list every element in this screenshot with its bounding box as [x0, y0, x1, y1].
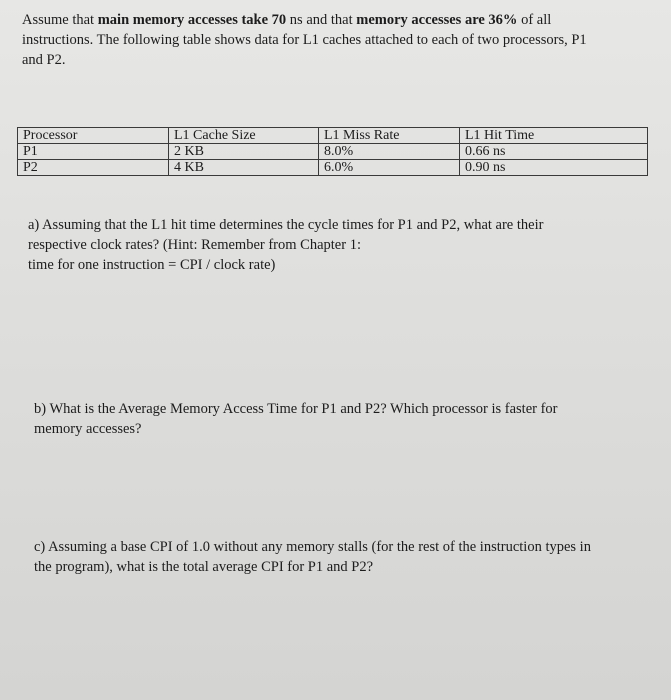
intro-line-1 [22, 10, 642, 30]
intro-bold-memory-accesses: memory accesses are 36% [356, 12, 518, 28]
intro-bold-main-memory: main memory accesses take 70 [97, 12, 287, 28]
intro-paragraph [22, 10, 642, 70]
question-c-line-1: c) Assuming a base CPI of 1.0 without any memory stalls (for the rest of the instruction types in [34, 539, 591, 555]
question-b-line-1: b) What is the Average Memory Access Time for P1 and P2? Which processor is faster for [34, 401, 558, 417]
table-cell: 4 KB [169, 160, 319, 176]
intro-line-2: instructions. The following table shows data for L1 caches attached to each of two processors, P1 [22, 32, 587, 48]
header-processor: Processor [18, 128, 169, 144]
intro-text: ns and that [289, 12, 353, 28]
intro-line-3: and P2. [22, 52, 66, 68]
table-row [18, 144, 648, 160]
table-cell: 2 KB [169, 144, 319, 160]
table-cell: 0.66 ns [460, 144, 648, 160]
header-hit-time: L1 Hit Time [460, 128, 648, 144]
cache-data-table [17, 127, 648, 176]
table-cell: P1 [18, 144, 169, 160]
question-c [34, 537, 634, 577]
table-cell: 8.0% [319, 144, 460, 160]
question-b [34, 399, 634, 439]
header-miss-rate: L1 Miss Rate [319, 128, 460, 144]
question-c-line-2: the program), what is the total average CPI for P1 and P2? [34, 559, 374, 575]
question-a-line-3: time for one instruction = CPI / clock rate) [28, 257, 276, 273]
table-cell: 6.0% [319, 160, 460, 176]
table-row [18, 160, 648, 176]
question-a [28, 215, 628, 275]
table-cell: P2 [18, 160, 169, 176]
intro-text: Assume that [22, 12, 95, 28]
table-cell: 0.90 ns [460, 160, 648, 176]
header-cache-size: L1 Cache Size [169, 128, 319, 144]
question-a-line-1: a) Assuming that the L1 hit time determines the cycle times for P1 and P2, what are their [28, 217, 544, 233]
table-header-row [18, 128, 648, 144]
question-a-line-2: respective clock rates? (Hint: Remember from Chapter 1: [28, 237, 361, 253]
question-b-line-2: memory accesses? [34, 421, 142, 437]
intro-text: of all [521, 12, 552, 28]
